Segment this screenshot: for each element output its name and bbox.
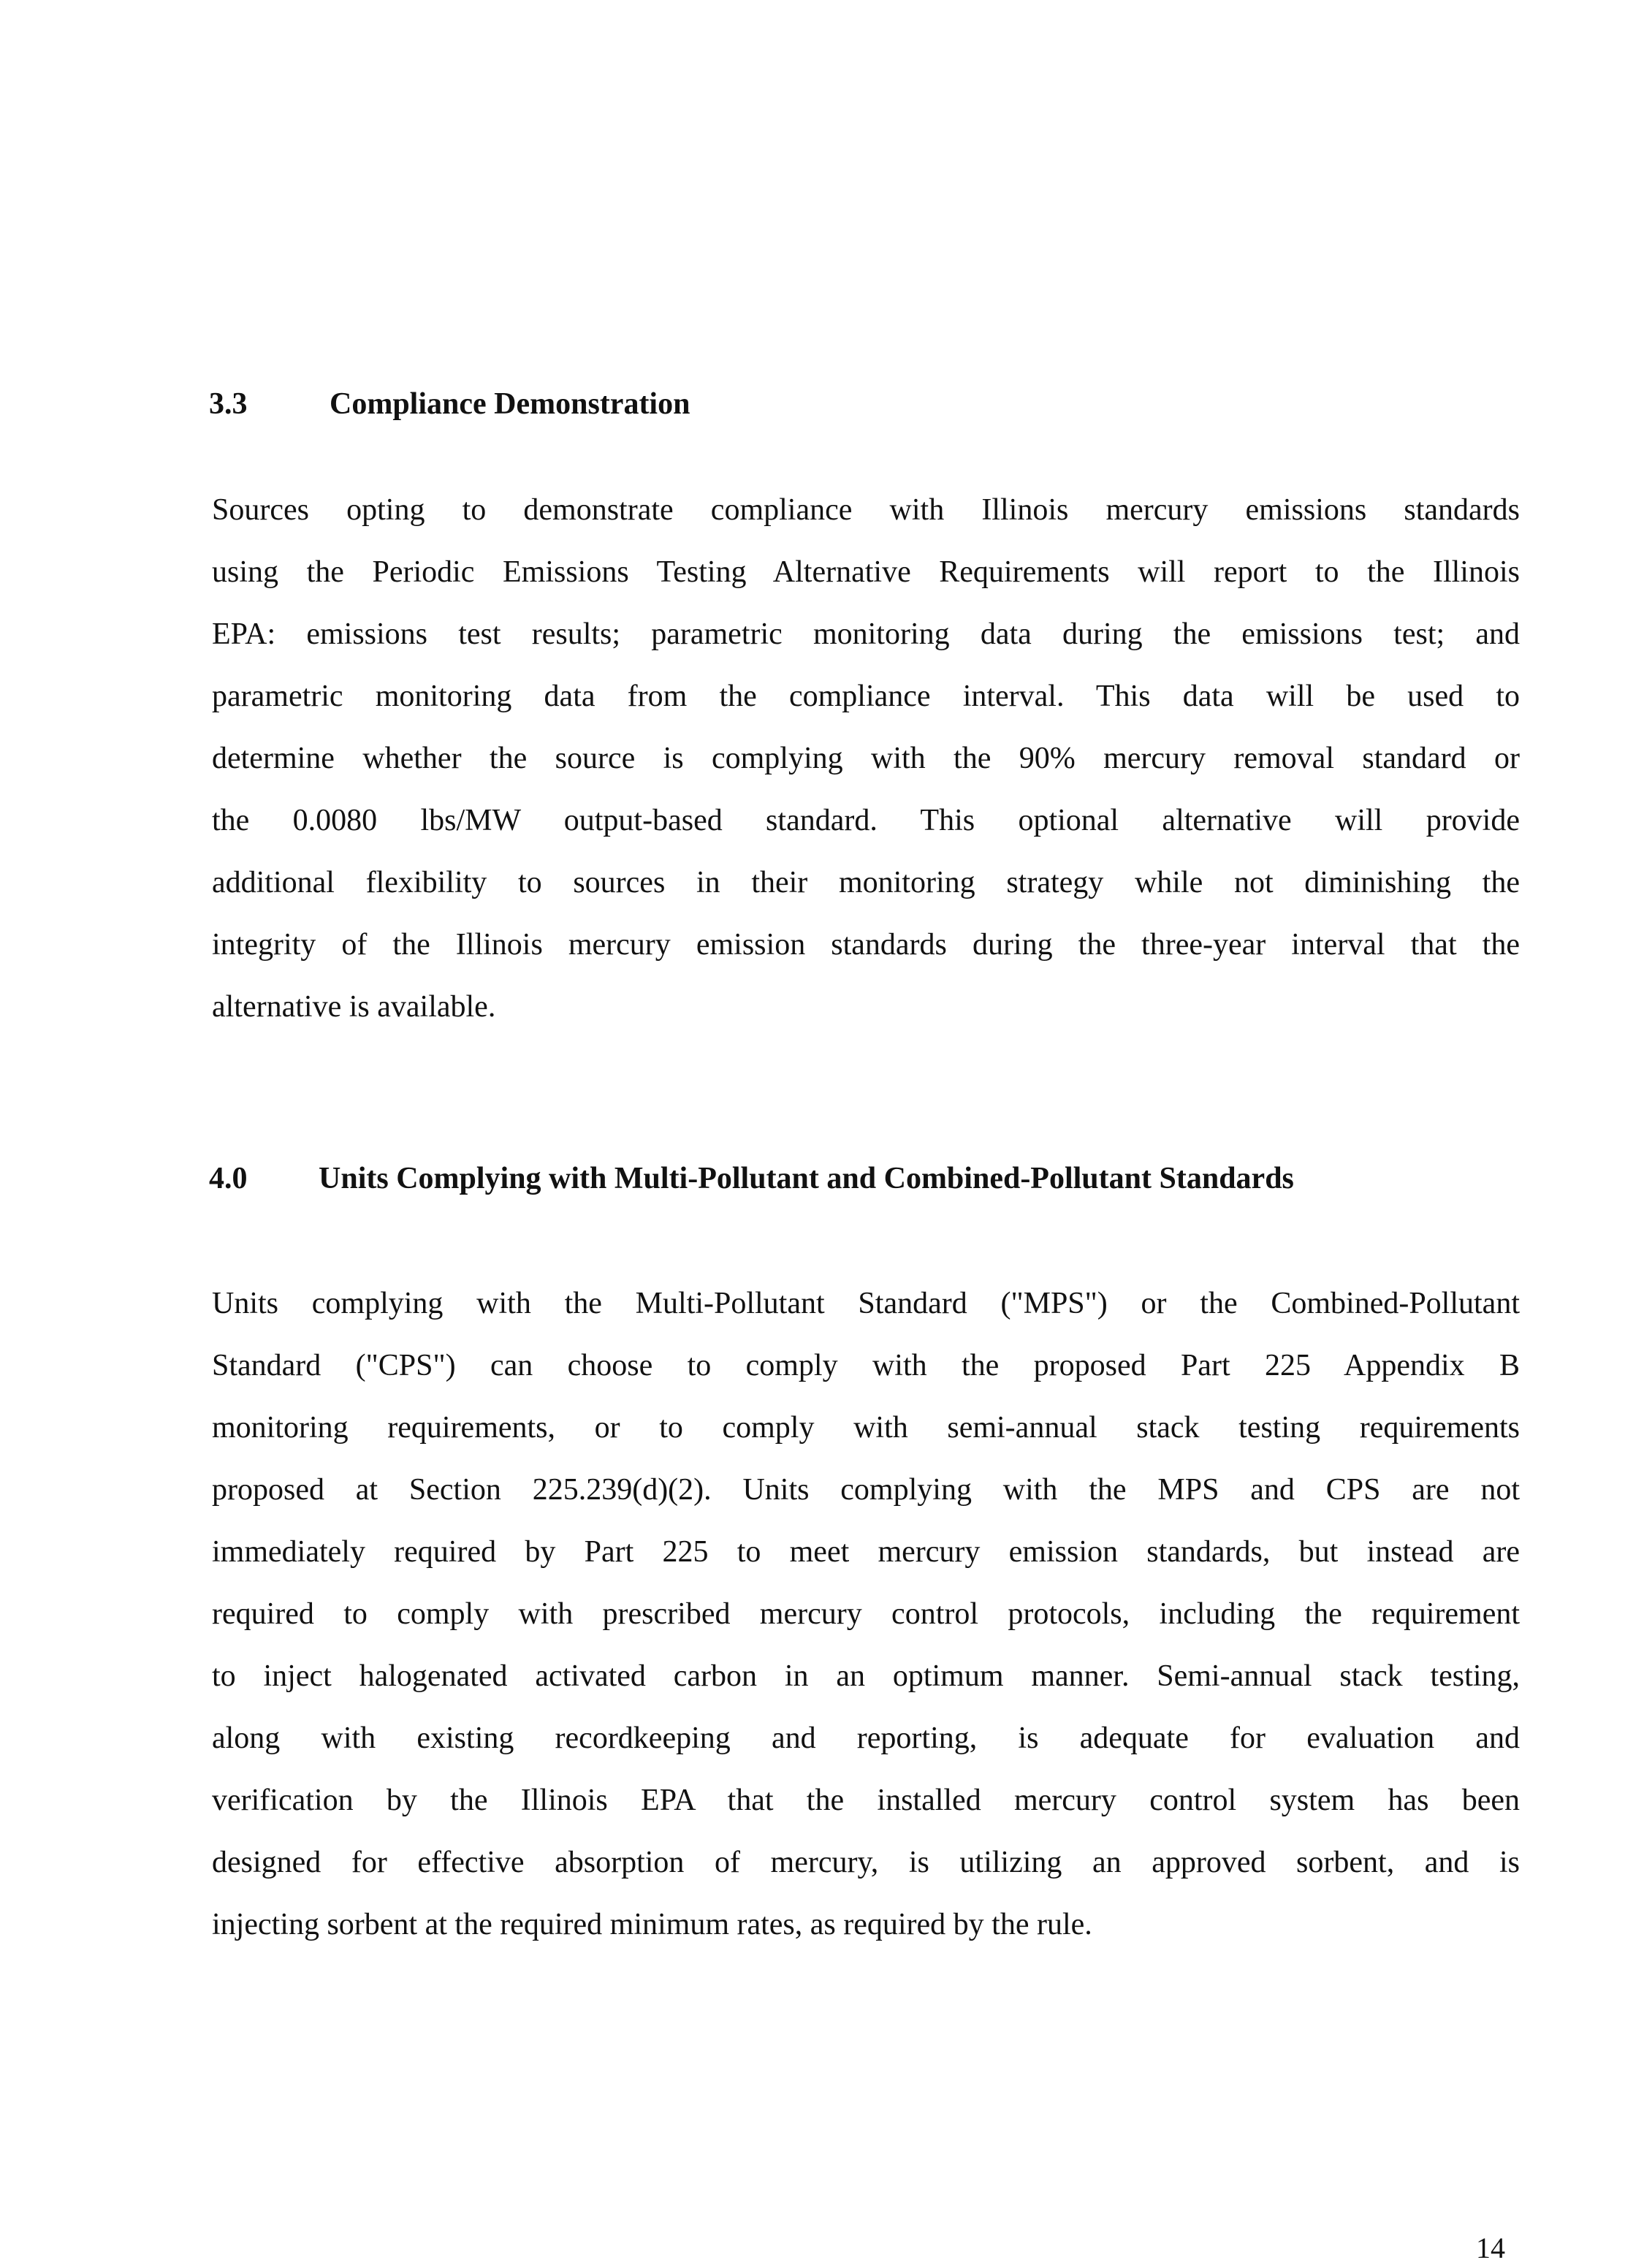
text-line: integrity of the Illinois mercury emission standards during the three-year interval that the [212, 928, 1520, 962]
paragraph-compliance-demonstration [212, 479, 1520, 1038]
text-line: additional flexibility to sources in their monitoring strategy while not diminishing the [212, 866, 1520, 899]
text-line: to inject halogenated activated carbon in an optimum manner. Semi-annual stack testing, [212, 1659, 1520, 1693]
page-number: 14 [1476, 2231, 1505, 2264]
text-line: using the Periodic Emissions Testing Alternative Requirements will report to the Illinois [212, 555, 1520, 589]
paragraph-multi-pollutant-units [212, 1273, 1520, 1956]
text-line: monitoring requirements, or to comply with semi-annual stack testing requirements [212, 1411, 1520, 1445]
section-number: 4.0 [209, 1162, 248, 1195]
section-title: Compliance Demonstration [330, 387, 690, 421]
text-line: Sources opting to demonstrate compliance with Illinois mercury emissions standards [212, 493, 1520, 527]
text-line: immediately required by Part 225 to meet mercury emission standards, but instead are [212, 1535, 1520, 1569]
section-heading-3-3 [209, 386, 690, 422]
text-line: verification by the Illinois EPA that the installed mercury control system has been [212, 1784, 1520, 1817]
text-line: Standard ("CPS") can choose to comply with the proposed Part 225 Appendix B [212, 1349, 1520, 1382]
text-line: determine whether the source is complying with the 90% mercury removal standard or [212, 742, 1520, 775]
text-line: Units complying with the Multi-Pollutant Standard ("MPS") or the Combined-Pollutant [212, 1287, 1520, 1320]
text-line: along with existing recordkeeping and reporting, is adequate for evaluation and [212, 1721, 1520, 1755]
text-line: EPA: emissions test results; parametric monitoring data during the emissions test; and [212, 617, 1520, 651]
text-line: the 0.0080 lbs/MW output-based standard. This optional alternative will provide [212, 804, 1520, 837]
section-number: 3.3 [209, 387, 248, 421]
text-line: required to comply with prescribed mercury control protocols, including the requirement [212, 1597, 1520, 1631]
section-heading-4-0 [209, 1160, 1294, 1197]
section-title: Units Complying with Multi-Pollutant and Combined-Pollutant Standards [319, 1162, 1294, 1195]
text-line: proposed at Section 225.239(d)(2). Units complying with the MPS and CPS are not [212, 1473, 1520, 1507]
text-line: parametric monitoring data from the compliance interval. This data will be used to [212, 680, 1520, 713]
text-line: alternative is available. [212, 990, 496, 1024]
text-line: designed for effective absorption of mercury, is utilizing an approved sorbent, and is [212, 1846, 1520, 1879]
text-line: injecting sorbent at the required minimum rates, as required by the rule. [212, 1908, 1092, 1941]
